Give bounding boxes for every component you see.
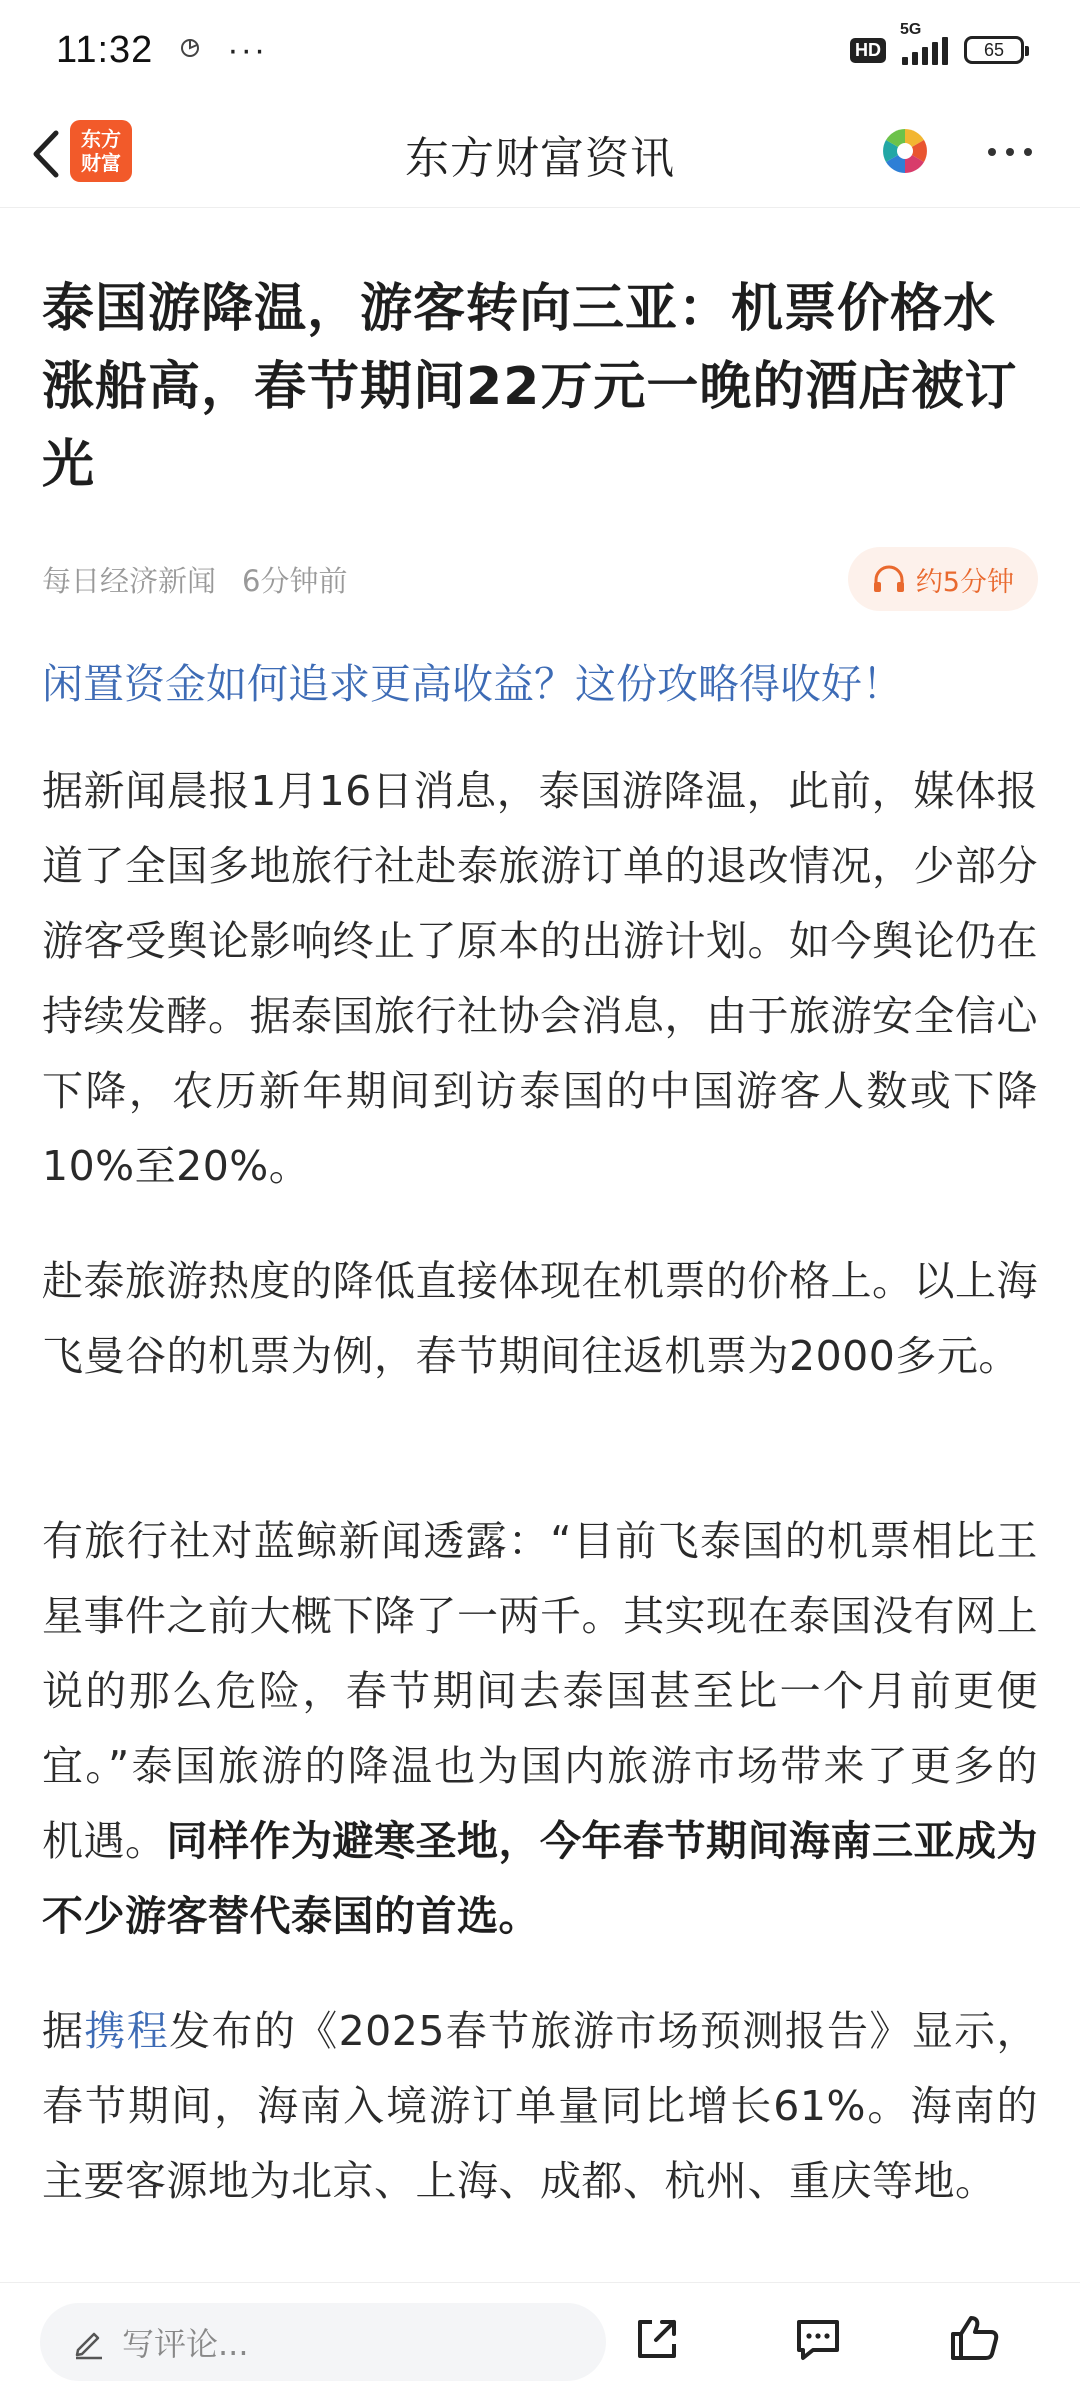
comment-placeholder: 写评论... <box>122 2325 249 2363</box>
pencil-icon <box>70 2324 106 2360</box>
like-button[interactable] <box>942 2307 1006 2371</box>
more-notifications-indicator: ··· <box>227 30 268 69</box>
more-dots-icon <box>983 141 1037 160</box>
more-options-button[interactable] <box>982 122 1038 178</box>
listen-duration: 约5分钟 <box>915 566 1014 598</box>
bottom-action-bar <box>0 2282 1080 2400</box>
article-paragraph-3 <box>42 1504 1038 1954</box>
battery-icon <box>964 36 1024 64</box>
headphones-icon <box>872 564 906 594</box>
promo-link[interactable]: 闲置资金如何追求更高收益？这份攻略得收好！ <box>42 660 903 708</box>
comment-icon <box>791 2312 845 2366</box>
share-icon <box>630 2312 684 2366</box>
paragraph-3-text: 有旅行社对蓝鲸新闻透露：“目前飞泰国的机票相比王星事件之前大概下降了一两千。其实现在泰国没有网上说的那么危险，春节期间去泰国甚至比一个月前更便宜。”泰国旅游的降温也为国内旅游市场带来了更多的机遇。 <box>42 1517 1038 1865</box>
article-source[interactable]: 每日经济新闻 <box>42 563 217 598</box>
article-paragraph-4 <box>42 1994 1038 2219</box>
paragraph-4-text: 发布的《2025春节旅游市场预测报告》显示，春节期间，海南入境游订单量同比增长61%。海南的主要客源地为北京、上海、成都、杭州、重庆等地。 <box>42 2007 1039 2205</box>
paragraph-4-prefix: 据 <box>42 2007 85 2055</box>
color-wheel-icon[interactable] <box>880 126 930 176</box>
article-time: 6分钟前 <box>242 563 348 598</box>
ctrip-link[interactable]: 携程 <box>84 2007 170 2055</box>
comments-button[interactable] <box>786 2307 850 2371</box>
hd-badge: HD <box>850 38 886 63</box>
share-button[interactable] <box>625 2307 689 2371</box>
paragraph-3-bold: 同样作为避寒圣地，今年春节期间海南三亚成为不少游客替代泰国的首选。 <box>42 1817 1038 1940</box>
network-label: 5G <box>900 21 922 38</box>
signal-icon <box>900 21 948 65</box>
status-time: 11:32 <box>56 28 154 71</box>
logo-text-line1: 东方 <box>81 127 121 151</box>
article-meta <box>42 546 1038 612</box>
page-title: 东方财富资讯 <box>405 133 675 184</box>
meta-info <box>42 559 347 600</box>
article-headline: 泰国游降温，游客转向三亚：机票价格水涨船高，春节期间22万元一晚的酒店被订光 <box>42 279 1018 495</box>
nav-bar <box>0 100 1080 208</box>
status-bar <box>0 0 1080 100</box>
status-right <box>850 21 1024 65</box>
thumbs-up-icon <box>947 2312 1001 2366</box>
article-content <box>42 270 1038 2219</box>
listen-button[interactable] <box>848 547 1038 611</box>
battery-level: 65 <box>983 39 1005 60</box>
logo-text-line2: 财富 <box>81 151 121 175</box>
pinwheel-notification-icon <box>179 35 201 66</box>
article-paragraph-2: 赴泰旅游热度的降低直接体现在机票的价格上。以上海飞曼谷的机票为例，春节期间往返机票为2000多元。 <box>42 1257 1038 1380</box>
comment-input[interactable] <box>40 2303 606 2381</box>
status-left <box>56 29 267 72</box>
article-paragraph-1: 据新闻晨报1月16日消息，泰国游降温，此前，媒体报道了全国多地旅行社赴泰旅游订单的退改情况，少部分游客受舆论影响终止了原本的出游计划。如今舆论仍在持续发酵。据泰国旅行社协会消息，由于旅游安全信心下降，农历新年期间到访泰国的中国游客人数或下降10%至20%。 <box>42 767 1038 1190</box>
